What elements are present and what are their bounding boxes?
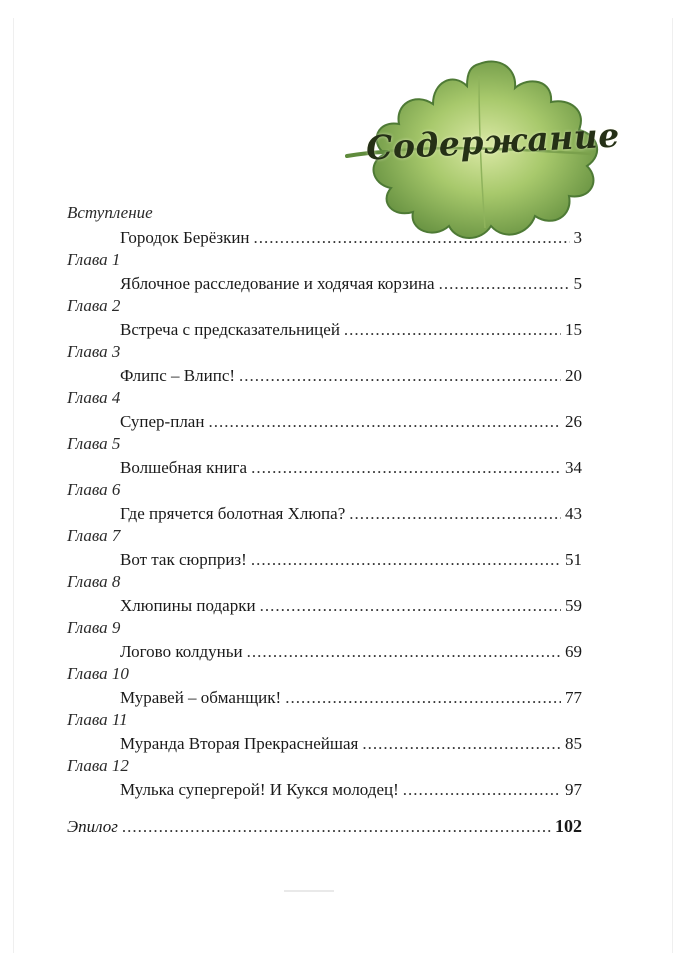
entry-page: 15 — [565, 320, 582, 339]
dot-leader — [362, 734, 561, 754]
toc-entry[interactable] — [120, 228, 582, 248]
toc-entry[interactable] — [120, 458, 582, 478]
dot-leader — [403, 780, 561, 800]
dot-leader — [251, 458, 561, 478]
toc-entry[interactable] — [120, 366, 582, 386]
chapter-label: Глава 7 — [67, 526, 121, 545]
dot-leader — [254, 228, 570, 248]
toc-entry[interactable] — [120, 780, 582, 800]
dot-leader — [247, 642, 561, 662]
entry-title: Яблочное расследование и ходячая корзина — [120, 274, 435, 293]
chapter-label: Глава 12 — [67, 756, 129, 775]
entry-title: Муранда Вторая Прекраснейшая — [120, 734, 359, 753]
toc-entry[interactable] — [120, 642, 582, 662]
toc-entry[interactable] — [120, 504, 582, 524]
dot-leader — [208, 412, 561, 432]
chapter-label: Глава 10 — [67, 664, 129, 683]
toc-entry[interactable] — [120, 320, 582, 340]
entry-page: 77 — [565, 688, 582, 707]
dot-leader — [285, 688, 561, 708]
chapter-label: Глава 11 — [67, 710, 128, 729]
chapter-label: Вступление — [67, 203, 153, 222]
toc-entry[interactable] — [120, 412, 582, 432]
entry-title: Где прячется болотная Хлюпа? — [120, 504, 346, 523]
entry-page: 85 — [565, 734, 582, 753]
entry-title: Флипс – Влипс! — [120, 366, 236, 385]
chapter-label: Глава 4 — [67, 388, 121, 407]
entry-title: Встреча с предсказательницей — [120, 320, 340, 339]
entry-title: Хлюпины подарки — [120, 596, 256, 615]
book-page — [13, 18, 673, 953]
entry-page: 26 — [565, 412, 582, 431]
entry-page: 3 — [573, 228, 582, 247]
entry-title: Логово колдуньи — [120, 642, 243, 661]
entry-title: Вот так сюрприз! — [120, 550, 247, 569]
chapter-label: Глава 2 — [67, 296, 121, 315]
dot-leader — [439, 274, 570, 294]
chapter-label: Глава 9 — [67, 618, 121, 637]
entry-page: 102 — [555, 816, 582, 836]
chapter-label: Глава 3 — [67, 342, 121, 361]
toc-entry[interactable] — [120, 734, 582, 754]
toc-entry[interactable] — [120, 596, 582, 616]
entry-page: 20 — [565, 366, 582, 385]
entry-title: Волшебная книга — [120, 458, 248, 477]
entry-page: 43 — [565, 504, 582, 523]
entry-page: 59 — [565, 596, 582, 615]
toc-entry[interactable] — [120, 274, 582, 294]
entry-page: 51 — [565, 550, 582, 569]
chapter-label: Глава 1 — [67, 250, 121, 269]
dot-leader — [251, 550, 561, 570]
dot-leader — [260, 596, 561, 616]
entry-title: Муравей – обманщик! — [120, 688, 282, 707]
toc-entry[interactable] — [120, 688, 582, 708]
toc-entry-epilogue[interactable] — [67, 816, 582, 837]
entry-page: 97 — [565, 780, 582, 799]
page-title: Содержание — [365, 115, 621, 168]
chapter-label: Глава 8 — [67, 572, 121, 591]
dot-leader — [349, 504, 561, 524]
page-mark — [284, 890, 334, 892]
entry-page: 69 — [565, 642, 582, 661]
dot-leader — [239, 366, 561, 386]
chapter-label: Глава 5 — [67, 434, 121, 453]
dot-leader — [122, 817, 551, 837]
dot-leader — [344, 320, 561, 340]
entry-title: Супер-план — [120, 412, 205, 431]
chapter-label: Глава 6 — [67, 480, 121, 499]
entry-page: 34 — [565, 458, 582, 477]
toc-entry[interactable] — [120, 550, 582, 570]
entry-title: Мулька супергерой! И Кукся молодец! — [120, 780, 399, 799]
entry-title: Городок Берёзкин — [120, 228, 250, 247]
entry-title: Эпилог — [67, 817, 118, 836]
entry-page: 5 — [573, 274, 582, 293]
